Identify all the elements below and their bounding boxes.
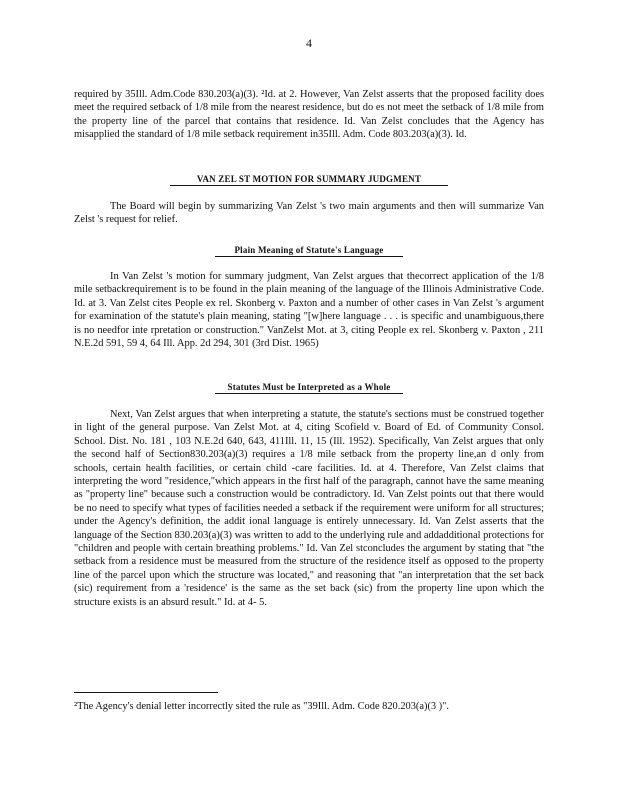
subheading-plain-meaning-text: Plain Meaning of Statute's Language: [215, 245, 403, 257]
footnote-divider: [74, 692, 218, 693]
page-number: 4: [306, 36, 312, 50]
paragraph-summary: The Board will begin by summarizing Van Zelst 's two main arguments and then will summarize Van Zelst 's request for relief.: [74, 201, 544, 226]
subheading-whole-statute: [0, 382, 618, 394]
paragraph-plain-meaning: In Van Zelst 's motion for summary judgment, Van Zelst argues that thecorrect application of the 1/8 mile setbackrequirement is to be found in the plain meaning of the language of the Illinois Administrative Code. Id. at 3. Van Zelst cites People ex rel. Skonberg v. Paxton and a number of other cases in Van Zelst 's argument for examination of the statute's plain meaning, stating "[w]here language . . . is specific and unambiguous,there is no needfor inte rpretation or construction." VanZelst Mot. at 3, citing People ex rel. Skonberg v. Paxton , 211 N.E.2d 591, 59 4, 64 Ill. App. 2d 294, 301 (3rd Dist. 1965): [74, 271, 544, 350]
footnote: ²The Agency's denial letter incorrectly sited the rule as "39Ill. Adm. Code 820.203(a)(3 )".: [74, 701, 450, 712]
subheading-plain-meaning: [0, 245, 618, 257]
paragraph-intro: required by 35Ill. Adm.Code 830.203(a)(3). ²Id. at 2. However, Van Zelst asserts that the proposed facility does meet the required setback of 1/8 mile from the nearest residence, but do es not meet the setback of 1/8 mile from the property line of the parcel that contains that residence. Id. Van Zelst concludes that the Agency has misapplied the standard of 1/8 mile setback requirement in35Ill. Adm. Code 803.203(a)(3). Id.: [74, 89, 544, 141]
section-heading-motion: [0, 174, 618, 186]
subheading-whole-statute-text: Statutes Must be Interpreted as a Whole: [215, 382, 403, 394]
paragraph-whole-statute: Next, Van Zelst argues that when interpreting a statute, the statute's sections must be construed together in light of the general purpose. Van Zelst Mot. at 4, citing Scofield v. Board of Ed. of Community Consol. School. Dist. No. 181 , 103 N.E.2d 640, 643, 411Ill. 11, 15 (Ill. 1952). Specifically, Van Zelst argues that only the second half of Section830.203(a)(3) requires a 1/8 mile setback from the property line,an d only from schools, certain health facilities, or certain child -care facilities. Id. at 4. Therefore, Van Zelst claims that interpreting the word "residence,"which appears in the first half of the paragraph, cannot have the same meaning as "property line" because such a construction would be contradictory. Id. Van Zelst points out that there would be no need to specify what types of facilities needed a setback if the requirement were uniform for all structures; under the Agency's definition, the addit ional language is entirely unnecessary. Id. Van Zelst asserts that the language of the Section 830.203(a)(3) was written to add to the underlying rule and addadditional protections for "children and people with certain breathing problems." Id. Van Zel stconcludes the argument by stating that "the setback from a residence must be measured from the structure of the residence itself as opposed to the property line of the parcel upon which the structure was located," and reasoning that "an interpretation that the set back (sic) requirement from a 'residence' is the same as the set back (sic) from the property line upon which the structure exists is an absurd result." Id. at 4- 5.: [74, 409, 544, 608]
section-heading-motion-text: VAN ZEL ST MOTION FOR SUMMARY JUDGMENT: [170, 174, 448, 186]
